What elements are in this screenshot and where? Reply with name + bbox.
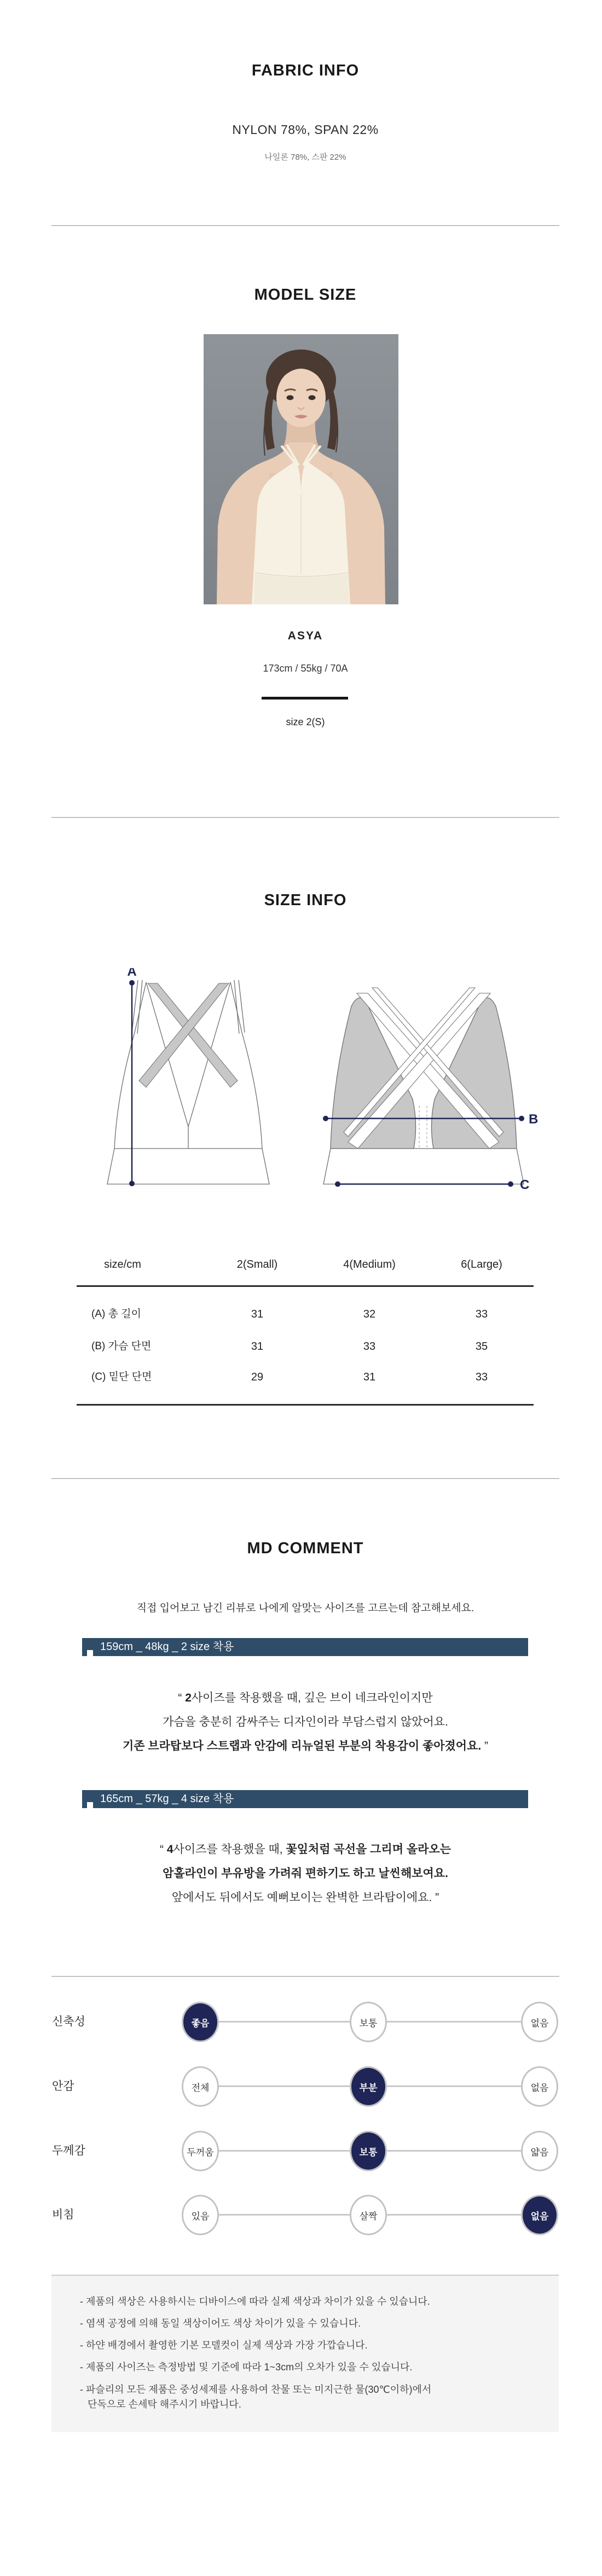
accent-line — [262, 697, 348, 700]
table-header-size-small: 2(Small) — [236, 1258, 278, 1270]
fabric-info-title: FABRIC INFO — [251, 62, 360, 79]
size-diagram — [51, 968, 559, 1192]
footer-note-line: - 제품의 사이즈는 측정방법 및 기준에 따라 1~3cm의 오차가 있을 수 있습니다. — [80, 2362, 413, 2373]
section-divider — [51, 225, 559, 226]
section-divider — [51, 817, 559, 818]
footer-note-line: - 염색 공정에 의해 동일 색상이어도 색상 차이가 있을 수 있습니다. — [80, 2318, 361, 2329]
model-photo-illustration — [204, 334, 398, 604]
review-line: 앞에서도 뒤에서도 예뻐보이는 완벽한 브라탑이에요. ” — [171, 1891, 439, 1904]
model-size-title: MODEL SIZE — [254, 286, 357, 304]
table-header-size-medium: 4(Medium) — [343, 1258, 396, 1270]
model-name: ASYA — [287, 630, 323, 642]
fit-row-label: 두께감 — [52, 2144, 85, 2157]
footer-notes-box — [51, 2275, 559, 2432]
badge-notch — [87, 1650, 93, 1656]
cell-value: 35 — [475, 1341, 488, 1353]
review-line: 가슴을 충분히 감싸주는 디자인이라 부담스럽지 않았어요. — [163, 1716, 448, 1728]
review-text — [51, 1838, 559, 1910]
cell-value: 33 — [363, 1341, 376, 1353]
fit-row-sheerness — [0, 2193, 602, 2237]
fit-option: 전체 — [182, 2066, 219, 2107]
size-diagram-svg — [51, 968, 559, 1192]
fit-option: 있음 — [182, 2195, 219, 2235]
cell-value: 29 — [251, 1371, 264, 1383]
cell-value: 32 — [363, 1308, 376, 1320]
section-divider — [51, 1976, 559, 1977]
fit-row-label: 안감 — [52, 2080, 74, 2093]
table-rule-top — [77, 1285, 534, 1287]
review-line: “ 2사이즈를 착용했을 때, 깊은 브이 네크라인이지만 — [178, 1692, 433, 1704]
table-header-unit: size/cm — [104, 1258, 141, 1270]
fit-option: 두꺼움 — [182, 2131, 219, 2171]
review-line: 암홀라인이 부유방을 가려줘 편하기도 하고 날씬해보여요. — [163, 1867, 448, 1880]
footer-note-line: - 제품의 색상은 사용하시는 디바이스에 따라 실제 색상과 차이가 있을 수 있습니다. — [80, 2296, 430, 2307]
review-text — [51, 1686, 559, 1758]
fit-option: 보통 — [350, 2002, 387, 2042]
size-info-title: SIZE INFO — [264, 891, 347, 909]
fit-row-lining — [0, 2065, 602, 2108]
fit-option: 얇음 — [521, 2131, 558, 2171]
fit-option: 없음 — [521, 2195, 558, 2235]
fit-option: 보통 — [350, 2131, 387, 2171]
measure-label-b: B — [529, 1112, 539, 1127]
table-rule-bottom — [77, 1404, 534, 1406]
review-line: “ 4사이즈를 착용했을 때, 꽃잎처럼 곡선을 그리며 올라오는 — [160, 1843, 451, 1856]
review-badge — [82, 1638, 528, 1656]
badge-notch — [87, 1802, 93, 1808]
fit-option: 부분 — [350, 2066, 387, 2107]
cell-value: 31 — [251, 1341, 264, 1353]
cell-value: 31 — [363, 1371, 376, 1383]
fit-option: 없음 — [521, 2066, 558, 2107]
fit-option: 좋음 — [182, 2002, 219, 2042]
fit-row-thickness — [0, 2129, 602, 2173]
measure-label-a: A — [127, 968, 137, 979]
model-photo — [204, 334, 398, 604]
fit-row-label: 비침 — [52, 2208, 74, 2221]
fit-option: 살짝 — [350, 2195, 387, 2235]
back-view-diagram — [323, 998, 524, 1184]
fabric-composition-en: NYLON 78%, SPAN 22% — [232, 123, 379, 137]
fit-row-label: 신축성 — [52, 2015, 85, 2028]
cell-value: 31 — [251, 1308, 264, 1320]
measure-label-c: C — [520, 1178, 530, 1192]
row-label: (B) 가슴 단면 — [91, 1341, 152, 1352]
model-spec: 173cm / 55kg / 70A — [263, 663, 348, 674]
footer-note-line: 단독으로 손세탁 해주시기 바랍니다. — [88, 2399, 241, 2410]
cell-value: 33 — [475, 1371, 488, 1383]
review-badge-label: 159cm _ 48kg _ 2 size 착용 — [100, 1641, 234, 1653]
fit-option: 없음 — [521, 2002, 558, 2042]
section-divider — [51, 1478, 559, 1479]
md-comment-intro: 직접 입어보고 남긴 리뷰로 나에게 알맞는 사이즈를 고르는데 참고해보세요. — [136, 1602, 474, 1614]
table-header-size-large: 6(Large) — [461, 1258, 502, 1270]
md-comment-title: MD COMMENT — [247, 1540, 364, 1557]
review-badge — [82, 1790, 528, 1808]
review-badge-label: 165cm _ 57kg _ 4 size 착용 — [100, 1793, 234, 1805]
fit-row-stretch — [0, 2000, 602, 2044]
cell-value: 33 — [475, 1308, 488, 1320]
footer-note-line: - 파슬리의 모든 제품은 중성세제를 사용하여 찬물 또는 미지근한 물(30℃이하)에서 — [80, 2384, 432, 2395]
review-line: 기존 브라탑보다 스트랩과 안감에 리뉴얼된 부분의 착용감이 좋아졌어요. ” — [122, 1740, 489, 1752]
row-label: (A) 총 길이 — [91, 1308, 141, 1320]
fabric-composition-kr: 나일론 78%, 스판 22% — [264, 153, 346, 162]
wearing-size: size 2(S) — [286, 716, 325, 727]
footer-note-line: - 하얀 배경에서 촬영한 기본 모델컷이 실제 색상과 가장 가깝습니다. — [80, 2340, 368, 2351]
row-label: (C) 밑단 단면 — [91, 1371, 152, 1383]
